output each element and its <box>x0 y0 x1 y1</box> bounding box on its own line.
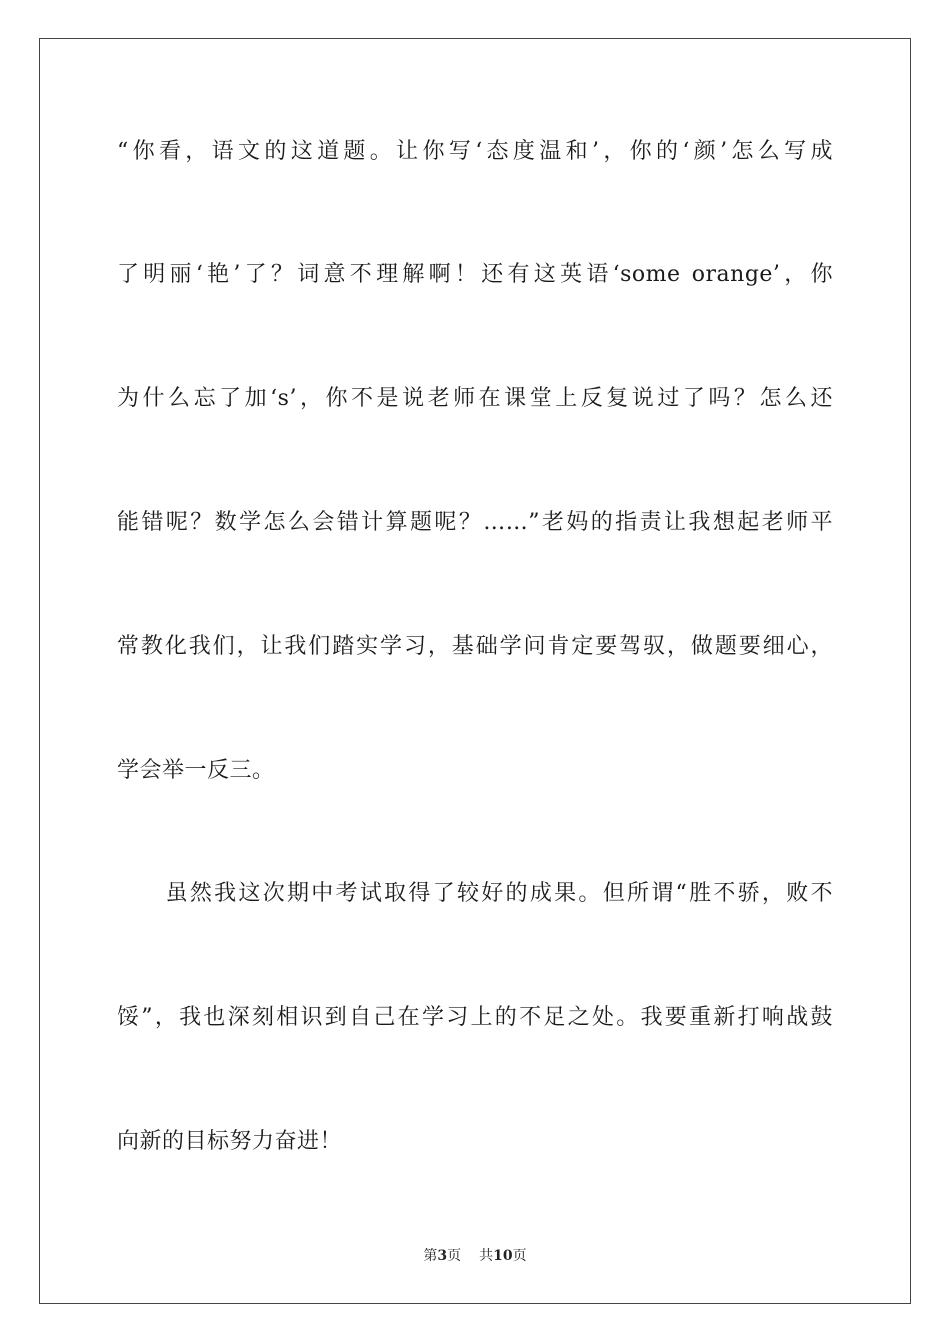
page-footer <box>0 1246 950 1266</box>
text-line-8: 馁”，我也深刻相识到自己在学习上的不足之处。我要重新打响战鼓 <box>117 1005 833 1030</box>
total-pages: 10 <box>493 1248 513 1264</box>
text-line-9: 向新的目标努力奋进！ <box>117 1129 343 1154</box>
text-line-7: 虽然我这次期中考试取得了较好的成果。但所谓“胜不骄，败不 <box>117 881 833 906</box>
total-suffix: 页 <box>512 1248 527 1264</box>
text-line-4: 能错呢？数学怎么会错计算题呢？……”老妈的指责让我想起老师平 <box>117 510 833 535</box>
text-line-2: 了明丽‘艳’了？词意不理解啊！还有这英语‘some orange’，你 <box>117 262 833 287</box>
text-line-3: 为什么忘了加‘s’，你不是说老师在课堂上反复说过了吗？怎么还 <box>117 386 833 411</box>
page-prefix: 第 <box>423 1248 438 1264</box>
page-number: 3 <box>437 1248 448 1264</box>
text-line-1: “你看，语文的这道题。让你写‘态度温和’，你的‘颜’怎么写成 <box>117 139 833 164</box>
text-line-6: 学会举一反三。 <box>117 758 275 783</box>
total-prefix: 共 <box>479 1248 494 1264</box>
page-border <box>39 38 911 1304</box>
page-suffix: 页 <box>447 1248 462 1264</box>
text-line-5: 常教化我们，让我们踏实学习，基础学问肯定要驾驭，做题要细心， <box>117 634 833 659</box>
